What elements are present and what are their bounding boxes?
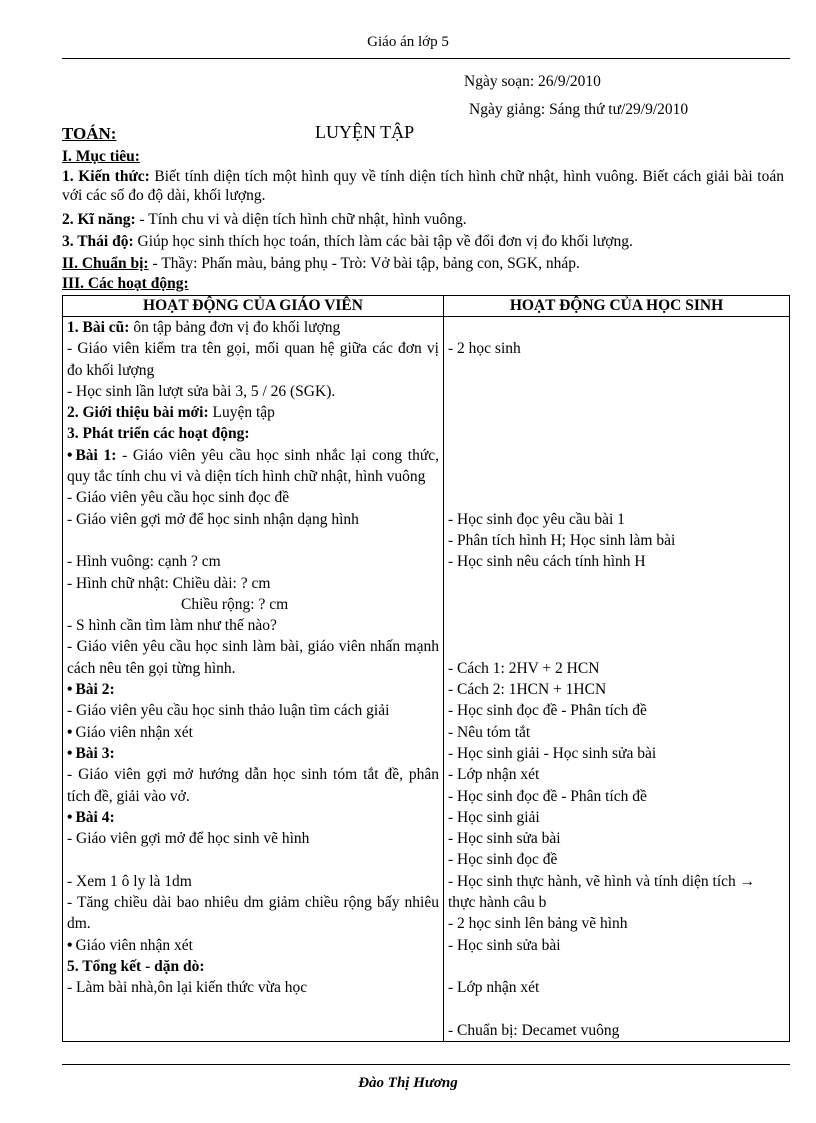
table-row: - Lớp nhận xét [448,766,540,784]
subject-label: TOÁN: [62,124,117,143]
table-row: - Học sinh giải [448,808,540,826]
table-row: - Lớp nhận xét [448,979,540,997]
table-row: - Giáo viên kiểm tra tên gọi, mối quan hệ giữa các đơn vị đo khối lượng [67,340,439,379]
table-row: - Tăng chiều dài bao nhiêu dm giảm chiều rộng bấy nhiêu dm. [67,894,439,933]
prep-heading: II. Chuẩn bị: [62,255,149,272]
objective-attitude [62,232,633,251]
table-row: - Học sinh đọc đề [448,851,558,869]
lesson-title: LUYỆN TẬP [315,122,415,142]
table-row: Chiều rộng: ? cm [181,595,289,613]
table-row: - Học sinh thực hành, vẽ hình và tính diện tích → thực hành câu b [448,872,756,912]
prep-text: - Thầy: Phấn màu, bảng phụ - Trò: Vở bài tập, bảng con, SGK, nháp. [148,255,580,272]
table-row: - Cách 1: 2HV + 2 HCN [448,659,600,677]
activities-table [62,295,790,1042]
knowledge-label: 1. Kiến thức: [62,168,150,185]
table-row: - Xem 1 ô ly là 1dm [67,872,192,890]
objective-knowledge [62,167,784,205]
objective-skill [62,210,467,229]
prep-date: Ngày soạn: 26/9/2010 [464,73,601,90]
activities-heading: III. Các hoạt động: [62,275,189,292]
table-row: - Giáo viên yêu cầu học sinh làm bài, giáo viên nhấn mạnh cách nêu tên gọi từng hình. [67,638,439,677]
table-row: - Giáo viên gợi mở để học sinh nhận dạng hình [67,510,359,528]
table-row: - 2 học sinh lên bảng vẽ hình [448,915,628,933]
table-row: - Giáo viên yêu cầu học sinh đọc đề [67,489,290,507]
col-student-header: HOẠT ĐỘNG CỦA HỌC SINH [444,296,790,317]
table-row: - S hình cần tìm làm như thế nào? [67,617,277,635]
teach-date: Ngày giảng: Sáng thứ tư/29/9/2010 [469,101,689,118]
prep-line [62,254,580,273]
student-column [444,317,790,1042]
table-row: • Bài 1: - Giáo viên yêu cầu học sinh nhắc lại cong thức, quy tắc tính chu vi và diện tích hình chữ nhật, hình vuông [67,445,439,488]
table-row: - Học sinh sửa bài [448,830,561,848]
table-row: - 2 học sinh [448,340,521,358]
table-row: • Bài 3: [67,743,439,764]
table-row: - Chuẩn bị: Decamet vuông [448,1021,620,1039]
table-row: - Giáo viên gợi mở để học sinh vẽ hình [67,830,310,848]
table-row: 3. Phát triển các hoạt động: [67,425,250,443]
footer-author: Đào Thị Hương [358,1075,458,1091]
objectives-heading: I. Mục tiêu: [62,148,140,165]
table-row: - Học sinh giải - Học sinh sửa bài [448,744,657,762]
table-row: 1. Bài cũ: ôn tập bảng đơn vị đo khối lượng [67,319,341,336]
table-row: 2. Giới thiệu bài mới: Luyện tập [67,404,275,422]
skill-label: 2. Kĩ năng: [62,211,136,228]
teacher-column [63,317,444,1042]
table-row: - Học sinh đọc đề - Phân tích đề [448,702,647,720]
table-row: 5. Tổng kết - dặn dò: [67,957,205,975]
table-row: - Hình chữ nhật: Chiều dài: ? cm [67,574,271,592]
table-row: • Giáo viên nhận xét [67,935,439,956]
table-row: - Học sinh sửa bài [448,936,561,954]
attitude-label: 3. Thái độ: [62,233,134,250]
table-row: • Giáo viên nhận xét [67,722,439,743]
table-row: - Nêu tóm tắt [448,723,531,741]
col-teacher-header: HOẠT ĐỘNG CỦA GIÁO VIÊN [63,296,444,317]
table-row: - Học sinh lần lượt sửa bài 3, 5 / 26 (SGK). [67,382,336,400]
table-row: • Bài 4: [67,807,439,828]
table-row: - Làm bài nhà,ôn lại kiến thức vừa học [67,979,308,997]
table-row: - Hình vuông: cạnh ? cm [67,553,221,571]
footer-rule [62,1064,790,1065]
header-rule [62,58,790,59]
table-row: - Học sinh đọc đề - Phân tích đề [448,787,647,805]
skill-text: - Tính chu vi và diện tích hình chữ nhật, hình vuông. [135,211,467,228]
table-row: - Học sinh đọc yêu cầu bài 1 [448,510,625,528]
table-row: - Phân tích hình H; Học sinh làm bài [448,531,676,549]
knowledge-text: Biết tính diện tích một hình quy về tính diện tích hình chữ nhật, hình vuông. Biết cách giải bài toán với các số đo độ dài, khối lượng. [62,168,784,204]
table-row: - Cách 2: 1HCN + 1HCN [448,681,607,699]
page-header-title: Giáo án lớp 5 [367,34,449,50]
table-row: - Học sinh nêu cách tính hình H [448,553,646,571]
table-row: • Bài 2: [67,679,439,700]
table-row: - Giáo viên gợi mở hướng dẫn học sinh tóm tắt đề, phân tích đề, giải vào vở. [67,766,439,805]
table-row: - Giáo viên yêu cầu học sinh thảo luận tìm cách giải [67,702,390,720]
attitude-text: Giúp học sinh thích học toán, thích làm các bài tập về đổi đơn vị đo khối lượng. [133,233,633,250]
